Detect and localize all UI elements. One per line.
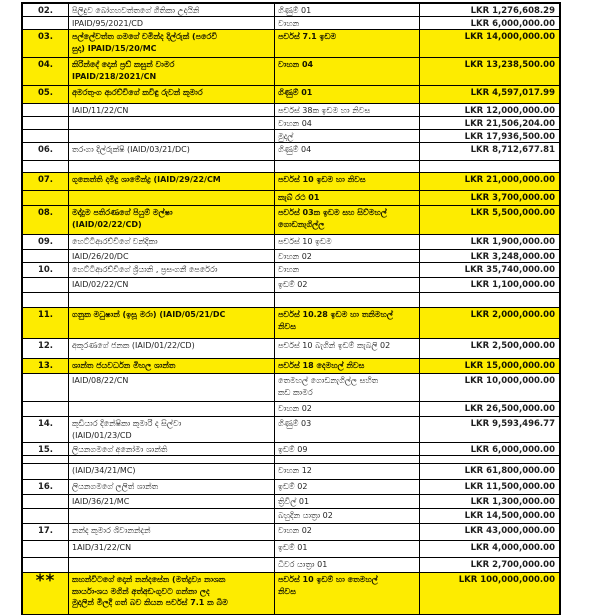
asset-description-cell: [275, 4, 420, 17]
description-line: (IAID/02/22/CD): [72, 219, 142, 229]
table-row: [23, 374, 559, 402]
value-amount-cell: LKR 12,000,000.00: [420, 104, 559, 117]
value-amount-cell: LKR 4,000,000.00: [420, 541, 559, 558]
asset-detail-line: පර්චස් 7.1 ඉඩම: [278, 32, 337, 41]
asset-detail-line: පර්චස් 18 දෙමහල් නිවස: [278, 361, 365, 370]
asset-description-cell: [275, 293, 420, 308]
asset-description-cell: [275, 235, 420, 250]
item-number-cell: 06.: [23, 143, 69, 161]
asset-detail-line: ඉඩම් 02: [278, 482, 308, 491]
name-reference-cell: [69, 86, 275, 104]
description-line: හෙට්ටිආරච්චිගේ ශ්‍රියානි , ප්‍රසංගනී පෙරේරා: [72, 265, 218, 274]
name-reference-cell: [69, 130, 275, 143]
name-reference-cell: [69, 374, 275, 402]
item-number-cell: 05.: [23, 86, 69, 104]
value-amount-cell: LKR 61,800,000.00: [420, 464, 559, 480]
item-number-cell: 02.: [23, 4, 69, 17]
table-row: [23, 235, 559, 250]
asset-description-cell: [275, 456, 420, 464]
value-amount-cell: LKR 2,700,000.00: [420, 558, 559, 573]
description-line: තරංගා දිල්රුක්ෂි (IAID/03/21/DC): [72, 145, 190, 154]
asset-detail-line: නිවස: [278, 586, 296, 596]
value-amount-cell: LKR 11,500,000.00: [420, 480, 559, 495]
item-number-cell: 17.: [23, 524, 69, 541]
table-row: [23, 250, 559, 263]
item-number-cell: 07.: [23, 173, 69, 191]
asset-description-cell: [275, 250, 420, 263]
item-number-cell: [23, 250, 69, 263]
asset-detail-line: වාහන 12: [278, 466, 312, 475]
asset-description-cell: [275, 104, 420, 117]
asset-detail-line: බහුදින යාත්‍රා 02: [278, 511, 333, 520]
item-number-cell: [23, 541, 69, 558]
table-row: [23, 524, 559, 541]
item-number-cell: 13.: [23, 359, 69, 374]
asset-detail-line: වාහන 04: [278, 119, 312, 128]
name-reference-cell: [69, 464, 275, 480]
description-line: කහන්විටගේ දොන් නන්දසේන (මත්ද්‍රව්‍ය නාශක: [72, 575, 226, 584]
name-reference-cell: [69, 143, 275, 161]
item-number-cell: 15.: [23, 443, 69, 456]
asset-description-cell: [275, 480, 420, 495]
asset-detail-line: වාහන: [278, 19, 300, 28]
name-reference-cell: [69, 173, 275, 191]
name-reference-cell: [69, 480, 275, 495]
asset-detail-line: මුදල්: [278, 132, 294, 141]
asset-detail-line: වාහන: [278, 265, 300, 274]
item-number-cell: 09.: [23, 235, 69, 250]
item-number-cell: [23, 104, 69, 117]
item-number-cell: 04.: [23, 58, 69, 86]
value-amount-cell: LKR 2,500,000.00: [420, 339, 559, 359]
name-reference-cell: [69, 456, 275, 464]
asset-detail-line: තෙමහල් ගොඩනැගිල්ල සහිත: [278, 376, 379, 385]
name-reference-cell: [69, 308, 275, 339]
table-row: [23, 161, 559, 173]
description-line: 1AID/31/22/CN: [72, 543, 132, 552]
asset-detail-line: වාහන 02: [278, 404, 312, 413]
asset-detail-line: පර්චස් 10.28 ඉඩම හා තනිමහල්: [278, 310, 393, 319]
value-amount-cell: LKR 3,700,000.00: [420, 191, 559, 206]
value-amount-cell: LKR 21,506,204.00: [420, 117, 559, 130]
table-row: [23, 191, 559, 206]
item-number-cell: [23, 558, 69, 573]
name-reference-cell: [69, 58, 275, 86]
value-amount-cell: LKR 10,000,000.00: [420, 374, 559, 402]
asset-detail-line: ගිණුම් 03: [278, 419, 312, 428]
asset-description-cell: [275, 402, 420, 417]
asset-description-cell: [275, 161, 420, 173]
value-amount-cell: LKR 1,900,000.00: [420, 235, 559, 250]
table-row: [23, 206, 559, 235]
value-amount-cell: LKR 35,740,000.00: [420, 263, 559, 278]
asset-description-cell: [275, 374, 420, 402]
asset-description-cell: [275, 339, 420, 359]
name-reference-cell: [69, 573, 275, 615]
value-amount-cell: LKR 6,000,000.00: [420, 443, 559, 456]
item-number-cell: **: [23, 573, 69, 615]
name-reference-cell: [69, 17, 275, 30]
asset-detail-line: ගිණුම් 01: [278, 88, 313, 97]
name-reference-cell: [69, 191, 275, 206]
name-reference-cell: [69, 250, 275, 263]
item-number-cell: [23, 495, 69, 509]
asset-description-cell: [275, 173, 420, 191]
item-number-cell: [23, 509, 69, 524]
asset-detail-line: ගොඩනැගිල්ල: [278, 219, 325, 229]
description-line: ශාන්ත ජයවර්ධන මිහල ශාන්ත: [72, 361, 176, 370]
asset-detail-line: කඩ කාමර: [278, 387, 313, 397]
asset-description-cell: [275, 130, 420, 143]
value-amount-cell: LKR 17,936,500.00: [420, 130, 559, 143]
description-line: හෙට්ටිආරච්චිගේ වන්දිකා: [72, 237, 158, 246]
item-number-cell: 11.: [23, 308, 69, 339]
description-line: අමරතුංග ආරච්චිගේ කවිඳු රුවන් කුමාර: [72, 88, 203, 97]
value-amount-cell: LKR 3,248,000.00: [420, 250, 559, 263]
description-line: IAID/36/21/MC: [72, 497, 130, 506]
value-amount-cell: LKR 8,712,677.81: [420, 143, 559, 161]
asset-detail-line: පර්චස් 03ක ඉඩම සහ සිව්මහල්: [278, 208, 387, 217]
name-reference-cell: [69, 293, 275, 308]
description-line: IAID/02/22/CN: [72, 280, 129, 289]
name-reference-cell: [69, 359, 275, 374]
table-row: [23, 130, 559, 143]
table-row: [23, 443, 559, 456]
name-reference-cell: [69, 104, 275, 117]
value-amount-cell: LKR 9,593,496.77: [420, 417, 559, 443]
table-row: [23, 359, 559, 374]
value-amount-cell: LKR 2,000,000.00: [420, 308, 559, 339]
name-reference-cell: [69, 235, 275, 250]
asset-detail-line: ඉඩම් 09: [278, 445, 308, 454]
item-number-cell: 12.: [23, 339, 69, 359]
description-line: කාර්යාංශය මගින් අත්අඩංගුවට ගන්නා ලද: [72, 586, 210, 596]
table-row: [23, 402, 559, 417]
description-line: IPAID/218/2021/CN: [72, 71, 157, 81]
asset-description-cell: [275, 495, 420, 509]
item-number-cell: [23, 293, 69, 308]
asset-detail-line: පර්චස් 10 බැගින් ඉඩම් කැබලි 02: [278, 341, 391, 350]
description-line: කිරින්දේ දොන් ප්‍රඩ් කසුන් වාමර: [72, 60, 175, 69]
description-line: IAID/08/22/CN: [72, 376, 129, 385]
description-line: (IAID/01/23/CD: [72, 430, 132, 440]
name-reference-cell: [69, 558, 275, 573]
description-line: ගනුක මධුෂාන් (ඉසූ මරා) (IAID/05/21/DC: [72, 310, 226, 319]
table-row: [23, 17, 559, 30]
value-amount-cell: LKR 4,597,017.99: [420, 86, 559, 104]
value-amount-cell: LKR 21,000,000.00: [420, 173, 559, 191]
table-row: [23, 4, 559, 17]
table-row: [23, 509, 559, 524]
name-reference-cell: [69, 443, 275, 456]
item-number-cell: [23, 278, 69, 293]
item-number-cell: [23, 130, 69, 143]
asset-detail-line: කැබ් රථ 01: [278, 193, 320, 202]
asset-detail-line: ධීවර යාත්‍රා 01: [278, 560, 328, 569]
name-reference-cell: [69, 4, 275, 17]
name-reference-cell: [69, 417, 275, 443]
table-row: [23, 464, 559, 480]
table-row: [23, 173, 559, 191]
name-reference-cell: [69, 278, 275, 293]
asset-detail-line: වාහන 02: [278, 526, 312, 535]
name-reference-cell: [69, 339, 275, 359]
table-row: [23, 456, 559, 464]
asset-description-cell: [275, 359, 420, 374]
item-number-cell: 14.: [23, 417, 69, 443]
description-line: IAID/26/20/DC: [72, 252, 129, 261]
asset-description-cell: [275, 58, 420, 86]
value-amount-cell: LKR 14,500,000.00: [420, 509, 559, 524]
item-number-cell: [23, 117, 69, 130]
table-row: [23, 480, 559, 495]
asset-detail-line: වාහන 02: [278, 252, 312, 261]
name-reference-cell: [69, 161, 275, 173]
table-row: [23, 308, 559, 339]
asset-description-cell: [275, 17, 420, 30]
asset-detail-line: පර්චස් 10 ඉඩම හා නිවස: [278, 175, 366, 184]
value-amount-cell: LKR 26,500,000.00: [420, 402, 559, 417]
table-row: [23, 30, 559, 58]
value-amount-cell: LKR 1,300,000.00: [420, 495, 559, 509]
description-line: නන්ද කුමාර ශිවානන්දන්: [72, 526, 151, 535]
description-line: මුදලින් මිලදී ගත් බව කියන පර්චස් 7.1 ක බිම: [72, 598, 228, 608]
asset-detail-line: ඉඩම් 01: [278, 543, 308, 552]
table-row: [23, 263, 559, 278]
asset-description-cell: [275, 558, 420, 573]
item-number-cell: 08.: [23, 206, 69, 235]
asset-description-cell: [275, 541, 420, 558]
table-row: [23, 143, 559, 161]
description-line: ගුනෙත්ති දමිදු ශාමේන්ද්‍ර (IAID/29/22/CM: [72, 175, 221, 184]
asset-description-cell: [275, 308, 420, 339]
value-amount-cell: LKR 13,238,500.00: [420, 58, 559, 86]
table-row: [23, 86, 559, 104]
table-row: [23, 293, 559, 308]
asset-description-cell: [275, 30, 420, 58]
description-line: පල්ලේවත්ත ගමගේ චමින්ද දිල්රුක් (පරෙවි: [72, 32, 218, 41]
asset-description-cell: [275, 191, 420, 206]
value-amount-cell: LKR 5,500,000.00: [420, 206, 559, 235]
asset-detail-line: ත්‍රිවිල් 01: [278, 497, 310, 506]
table-row: [23, 339, 559, 359]
name-reference-cell: [69, 541, 275, 558]
name-reference-cell: [69, 263, 275, 278]
assets-valuation-table: [21, 2, 561, 615]
description-line: පිලිදුව බෝගහවත්තගේ ගීතිකා උදයිනි: [72, 6, 200, 15]
description-line: මද්දුම පතිරණගේ පියුම් මල්ෂා: [72, 208, 173, 217]
value-amount-cell: LKR 1,100,000.00: [420, 278, 559, 293]
table-row: [23, 278, 559, 293]
asset-description-cell: [275, 443, 420, 456]
asset-description-cell: [275, 278, 420, 293]
name-reference-cell: [69, 30, 275, 58]
item-number-cell: 16.: [23, 480, 69, 495]
item-number-cell: [23, 402, 69, 417]
table-row: [23, 573, 559, 615]
asset-detail-line: ඉඩම් 02: [278, 280, 308, 289]
description-line: අකුරණගේ ජනක (IAID/01/22/CD): [72, 341, 195, 350]
name-reference-cell: [69, 206, 275, 235]
asset-detail-line: පර්චස් 10 ඉඩම් හා තෙමහල්: [278, 575, 378, 584]
value-amount-cell: LKR 100,000,000.00: [420, 573, 559, 615]
name-reference-cell: [69, 495, 275, 509]
table-row: [23, 417, 559, 443]
item-number-cell: [23, 464, 69, 480]
item-number-cell: [23, 161, 69, 173]
description-line: සුදා) IPAID/15/20/MC: [72, 43, 157, 53]
value-amount-cell: LKR 1,276,608.29: [420, 4, 559, 17]
asset-detail-line: පර්චස් 10 ඉඩම: [278, 237, 332, 246]
description-line: IPAID/95/2021/CD: [72, 19, 144, 28]
asset-description-cell: [275, 524, 420, 541]
asset-detail-line: ගිණුම් 01: [278, 6, 312, 15]
value-amount-cell: LKR 14,000,000.00: [420, 30, 559, 58]
item-number-cell: [23, 374, 69, 402]
asset-description-cell: [275, 263, 420, 278]
item-number-cell: 03.: [23, 30, 69, 58]
asset-description-cell: [275, 464, 420, 480]
description-line: ලියනගමගේ ලලිත් ශාන්ත: [72, 482, 159, 491]
description-line: (IAID/34/21/MC): [72, 466, 136, 475]
table-row: [23, 117, 559, 130]
asset-description-cell: [275, 117, 420, 130]
table-row: [23, 104, 559, 117]
asset-description-cell: [275, 573, 420, 615]
asset-description-cell: [275, 86, 420, 104]
name-reference-cell: [69, 402, 275, 417]
asset-detail-line: වාහන 04: [278, 60, 314, 69]
table-row: [23, 58, 559, 86]
description-line: කුඩියාර දිනේෂිකා කුමාරි ද සිල්වා: [72, 419, 182, 428]
value-amount-cell: LKR 43,000,000.00: [420, 524, 559, 541]
item-number-cell: 10.: [23, 263, 69, 278]
value-amount-cell: [420, 456, 559, 464]
value-amount-cell: LKR 6,000,000.00: [420, 17, 559, 30]
asset-description-cell: [275, 509, 420, 524]
table-row: [23, 495, 559, 509]
asset-detail-line: ගිණුම් 04: [278, 145, 312, 154]
table-row: [23, 541, 559, 558]
item-number-cell: [23, 191, 69, 206]
description-line: ලියනගමගේ අනෝමා ශාන්ති: [72, 445, 168, 454]
asset-detail-line: නිවස: [278, 321, 296, 331]
name-reference-cell: [69, 117, 275, 130]
asset-description-cell: [275, 206, 420, 235]
value-amount-cell: [420, 161, 559, 173]
item-number-cell: [23, 17, 69, 30]
table-row: [23, 558, 559, 573]
asset-description-cell: [275, 417, 420, 443]
description-line: IAID/11/22/CN: [72, 106, 129, 115]
value-amount-cell: LKR 15,000,000.00: [420, 359, 559, 374]
name-reference-cell: [69, 509, 275, 524]
value-amount-cell: [420, 293, 559, 308]
item-number-cell: [23, 456, 69, 464]
asset-detail-line: පර්චස් 38ක ඉඩම හා නිවස: [278, 106, 371, 115]
asset-description-cell: [275, 143, 420, 161]
name-reference-cell: [69, 524, 275, 541]
